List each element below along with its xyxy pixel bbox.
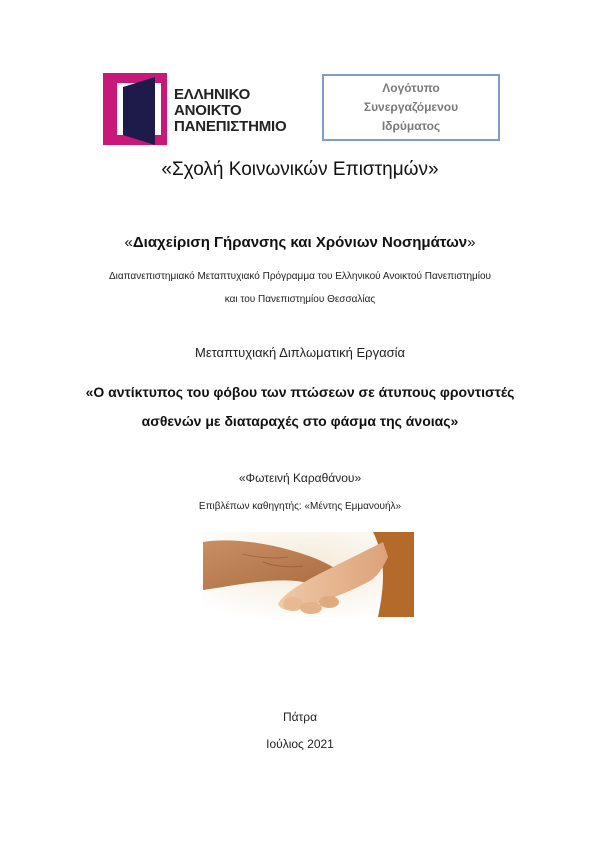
school-name: «Σχολή Κοινωνικών Επιστημών» bbox=[161, 159, 439, 180]
university-logo-mark-icon bbox=[103, 73, 173, 145]
partner-logo-line-3: Ιδρύματος bbox=[381, 119, 441, 133]
city: Πάτρα bbox=[282, 710, 318, 724]
program-subtitle-line-2: και του Πανεπιστημίου Θεσσαλίας bbox=[224, 294, 376, 305]
program-title bbox=[0, 234, 600, 251]
program-open-quote: « bbox=[124, 234, 133, 251]
date: Ιούλιος 2021 bbox=[266, 737, 334, 751]
logo-line-3: ΠΑΝΕΠΙΣΤΗΜΙΟ bbox=[174, 118, 287, 135]
partner-logo-line-1: Λογότυπο bbox=[382, 81, 440, 95]
university-logo bbox=[103, 73, 288, 145]
thesis-title-line-2: ασθενών με διαταραχές στο φάσμα της άνοιας» bbox=[141, 413, 459, 429]
program-subtitle-line-1: Διαπανεπιστημιακό Μεταπτυχιακό Πρόγραμμα του Ελληνικού Ανοικτού Πανεπιστημίου bbox=[108, 271, 492, 282]
program-title-text: Διαχείριση Γήρανσης και Χρόνιων Νοσημάτων bbox=[132, 234, 468, 251]
logo-line-1: ΕΛΛΗΝΙΚΟ bbox=[174, 86, 251, 103]
supervisor-name: Επιβλέπων καθηγητής: «Μέντης Εμμανουήλ» bbox=[198, 501, 402, 512]
university-logo-text bbox=[174, 87, 286, 135]
thesis-title-line-1: «Ο αντίκτυπος του φόβου των πτώσεων σε άτυπους φροντιστές bbox=[85, 384, 515, 400]
holding-hands-photo bbox=[203, 532, 414, 617]
program-close-quote: » bbox=[467, 234, 476, 251]
thesis-type: Μεταπτυχιακή Διπλωματική Εργασία bbox=[194, 345, 406, 360]
program-subtitle bbox=[0, 265, 600, 311]
partner-logo-placeholder bbox=[322, 74, 500, 141]
author-name: «Φωτεινή Καραθάνου» bbox=[238, 471, 362, 485]
partner-logo-line-2: Συνεργαζόμενου bbox=[363, 100, 459, 114]
logo-line-2: ΑΝΟΙΚΤΟ bbox=[174, 102, 242, 119]
thesis-title bbox=[0, 378, 600, 436]
